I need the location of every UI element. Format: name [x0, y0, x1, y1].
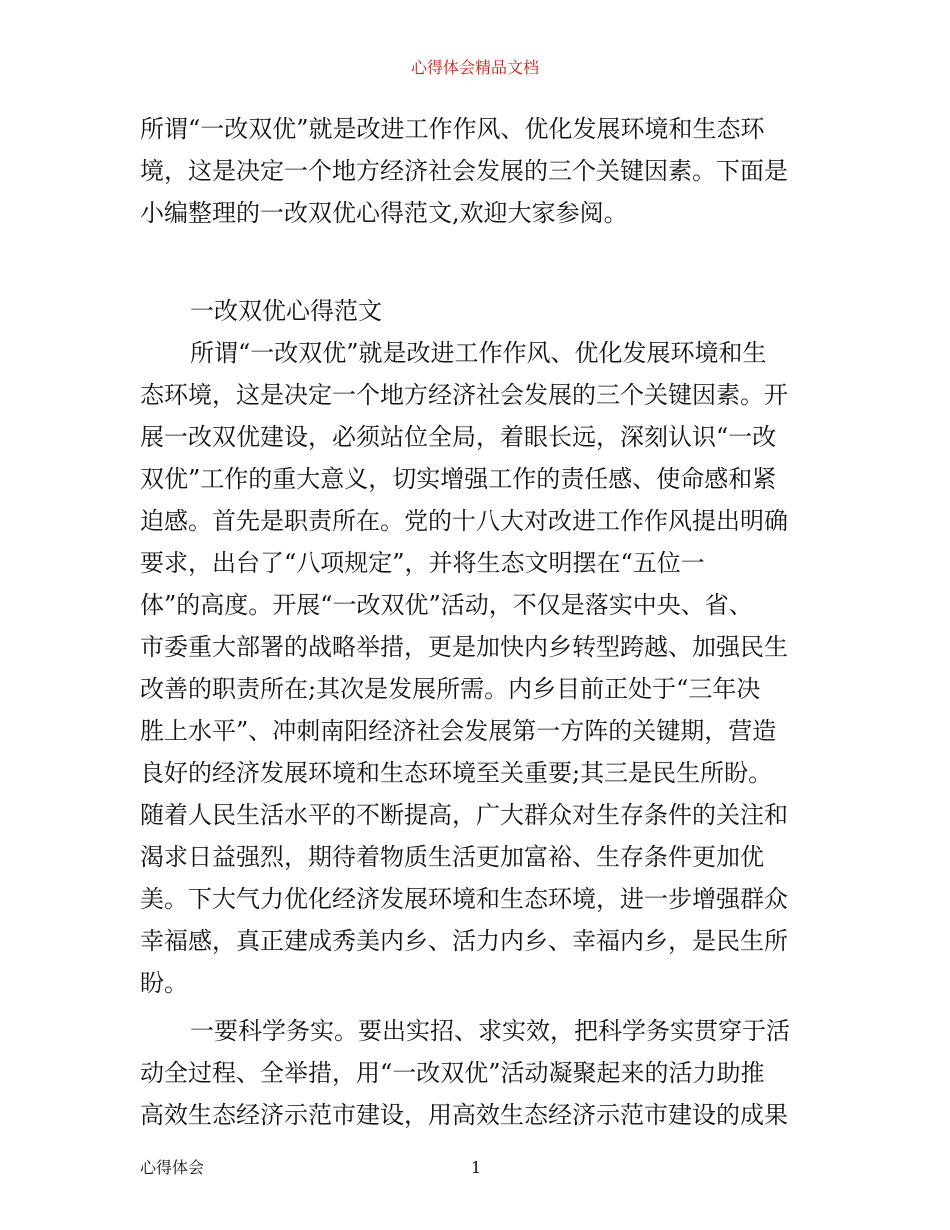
intro-line: 所谓“一改双优”就是改进工作作风、优化发展环境和生态环 — [140, 115, 765, 143]
page-footer — [140, 1157, 812, 1179]
paragraph-line: 所谓“一改双优”就是改进工作作风、优化发展环境和生 — [190, 339, 767, 367]
paragraph-line: 随着人民生活水平的不断提高，广大群众对生存条件的关注和 — [140, 801, 788, 829]
paragraph-line: 双优”工作的重大意义，切实增强工作的责任感、使命感和紧 — [140, 465, 777, 493]
section-title: 一改双优心得范文 — [190, 297, 382, 325]
paragraph-line: 胜上水平”、冲刺南阳经济社会发展第一方阵的关键期，营造 — [140, 717, 777, 745]
page-number: 1 — [471, 1158, 482, 1177]
paragraph-line: 迫感。首先是职责所在。党的十八大对改进工作作风提出明确 — [140, 507, 788, 535]
paragraph-line: 市委重大部署的战略举措，更是加快内乡转型跨越、加强民生 — [140, 633, 788, 661]
paragraph-line: 体”的高度。开展“一改双优”活动，不仅是落实中央、省、 — [140, 591, 753, 619]
intro-line: 小编整理的一改双优心得范文,欢迎大家参阅。 — [140, 199, 628, 227]
paragraph-line: 展一改双优建设，必须站位全局，着眼长远，深刻认识“一改 — [140, 423, 777, 451]
footer-label: 心得体会 — [140, 1158, 205, 1177]
paragraph-line: 盼。 — [140, 969, 188, 997]
section-paragraph-1 — [140, 332, 812, 1004]
paragraph-line: 高效生态经济示范市建设，用高效生态经济示范市建设的成果 — [140, 1101, 788, 1129]
paragraph-line: 幸福感，真正建成秀美内乡、活力内乡、幸福内乡，是民生所 — [140, 927, 788, 955]
blank-line — [140, 234, 812, 290]
paragraph-line: 一要科学务实。要出实招、求实效，把科学务实贯穿于活 — [190, 1017, 790, 1045]
intro-paragraph — [140, 108, 812, 234]
paragraph-line: 美。下大气力优化经济发展环境和生态环境，进一步增强群众 — [140, 885, 788, 913]
paragraph-line: 渴求日益强烈，期待着物质生活更加富裕、生存条件更加优 — [140, 843, 764, 871]
paragraph-line: 改善的职责所在;其次是发展所需。内乡目前正处于“三年决 — [140, 675, 761, 703]
paragraph-line: 要求，出台了“八项规定”，并将生态文明摆在“五位一 — [140, 549, 705, 577]
paragraph-line: 态环境，这是决定一个地方经济社会发展的三个关键因素。开 — [140, 381, 788, 409]
paragraph-line: 动全过程、全举措，用“一改双优”活动凝聚起来的活力助推 — [140, 1059, 765, 1087]
document-body — [140, 108, 812, 1136]
page-header-title: 心得体会精品文档 — [410, 58, 539, 77]
paragraph-line: 良好的经济发展环境和生态环境至关重要;其三是民生所盼。 — [140, 759, 773, 787]
intro-line: 境，这是决定一个地方经济社会发展的三个关键因素。下面是 — [140, 157, 788, 185]
section-paragraph-2 — [140, 1010, 812, 1136]
